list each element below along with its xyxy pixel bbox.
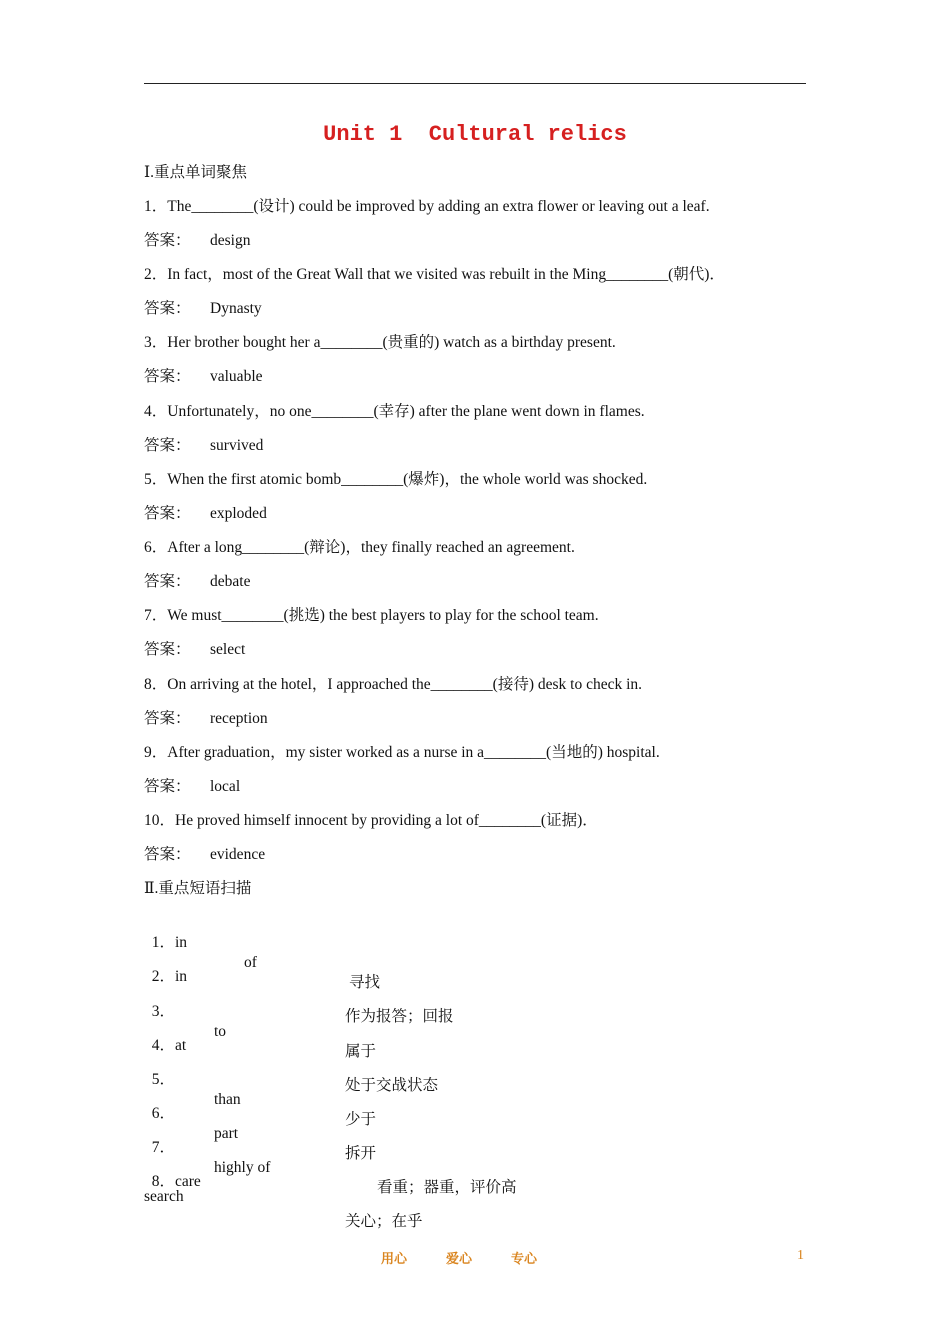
phrase-num: 2．in (151, 968, 188, 985)
phrase-cn: 寻找 (349, 974, 381, 991)
question-3: 3．Her brother bought her a________(贵重的) watch as a birthday present. (144, 334, 616, 351)
answer-text: exploded (210, 505, 267, 522)
answer-text: evidence (210, 846, 266, 863)
phrase-cn: 关心；在乎 (345, 1213, 423, 1230)
question-9: 9．After graduation，my sister worked as a nurse in a________(当地的) hospital. (144, 744, 660, 761)
section-heading-phrases: Ⅱ.重点短语扫描 (144, 880, 252, 897)
answer-text: valuable (210, 368, 263, 385)
phrase-num: 3． (151, 1003, 176, 1020)
phrase-mid: highly of (214, 1159, 271, 1176)
phrase-num: 1．in (151, 934, 188, 951)
answer-10 (144, 845, 265, 865)
page-number: 1 (797, 1248, 804, 1263)
question-10: 10．He proved himself innocent by providing a lot of________(证据)． (144, 812, 598, 829)
answer-label: 答案： (144, 300, 191, 317)
question-8: 8．On arriving at the hotel，I approached the________(接待) desk to check in. (144, 676, 643, 693)
question-1: 1．The________(设计) could be improved by adding an extra flower or leaving out a leaf. (144, 198, 710, 215)
answer-label: 答案： (144, 846, 191, 863)
answer-label: 答案： (144, 641, 191, 658)
question-7: 7．We must________(挑选) the best players to play for the school team. (144, 607, 599, 624)
answer-4 (144, 436, 263, 456)
answer-label: 答案： (144, 232, 191, 249)
phrase-num: 6． (151, 1105, 176, 1122)
page-title: Unit 1 Cultural relics (323, 122, 627, 147)
phrase-cn: 处于交战状态 (345, 1077, 439, 1094)
answer-3 (144, 367, 263, 387)
phrase-cn: 拆开 (345, 1145, 377, 1162)
answer-8 (144, 709, 268, 729)
phrase-cn: 看重；器重，评价高 (377, 1179, 517, 1196)
phrase-mid: part (214, 1125, 239, 1142)
answer-label: 答案： (144, 368, 191, 385)
section-heading-words: Ⅰ.重点单词聚焦 (144, 164, 247, 181)
header-rule (144, 83, 806, 84)
question-6: 6．After a long________(辩论)，they finally reached an agreement. (144, 539, 575, 556)
phrase-num: 5． (151, 1071, 176, 1088)
phrase-num: 7． (151, 1139, 176, 1156)
answer-text: select (210, 641, 246, 658)
answer-1 (144, 231, 250, 251)
answer-label: 答案： (144, 573, 191, 590)
footer-slogan-1: 用心 (381, 1252, 408, 1267)
phrase-cn: 少于 (345, 1111, 377, 1128)
answer-6 (144, 572, 250, 592)
phrase-row-8 (144, 1152, 644, 1232)
footer-slogan-3: 专心 (511, 1252, 538, 1267)
page-footer (0, 1248, 950, 1268)
phrase-mid: to (214, 1023, 227, 1040)
answer-5 (144, 504, 267, 524)
question-5: 5．When the first atomic bomb________(爆炸)，the whole world was shocked. (144, 471, 648, 488)
phrase-mid: of (244, 954, 257, 971)
answer-text: local (210, 778, 241, 795)
phrase-cn: 属于 (345, 1043, 377, 1060)
question-2: 2．In fact，most of the Great Wall that we visited was rebuilt in the Ming________(朝代)． (144, 266, 725, 283)
answer-label: 答案： (144, 505, 191, 522)
answer-text: design (210, 232, 251, 249)
trailing-word: search (144, 1188, 184, 1205)
phrase-num: 8．care (151, 1173, 201, 1190)
answer-7 (144, 640, 245, 660)
answer-label: 答案： (144, 710, 191, 727)
answer-text: Dynasty (210, 300, 262, 317)
answer-text: survived (210, 437, 264, 454)
answer-label: 答案： (144, 778, 191, 795)
answer-9 (144, 777, 240, 797)
answer-text: debate (210, 573, 251, 590)
phrase-num: 4．at (151, 1037, 187, 1054)
phrase-mid: than (214, 1091, 241, 1108)
footer-slogan-2: 爱心 (446, 1252, 473, 1267)
question-4: 4．Unfortunately，no one________(幸存) after the plane went down in flames. (144, 403, 645, 420)
answer-2 (144, 299, 262, 319)
answer-text: reception (210, 710, 268, 727)
phrase-cn: 作为报答；回报 (345, 1008, 454, 1025)
answer-label: 答案： (144, 437, 191, 454)
